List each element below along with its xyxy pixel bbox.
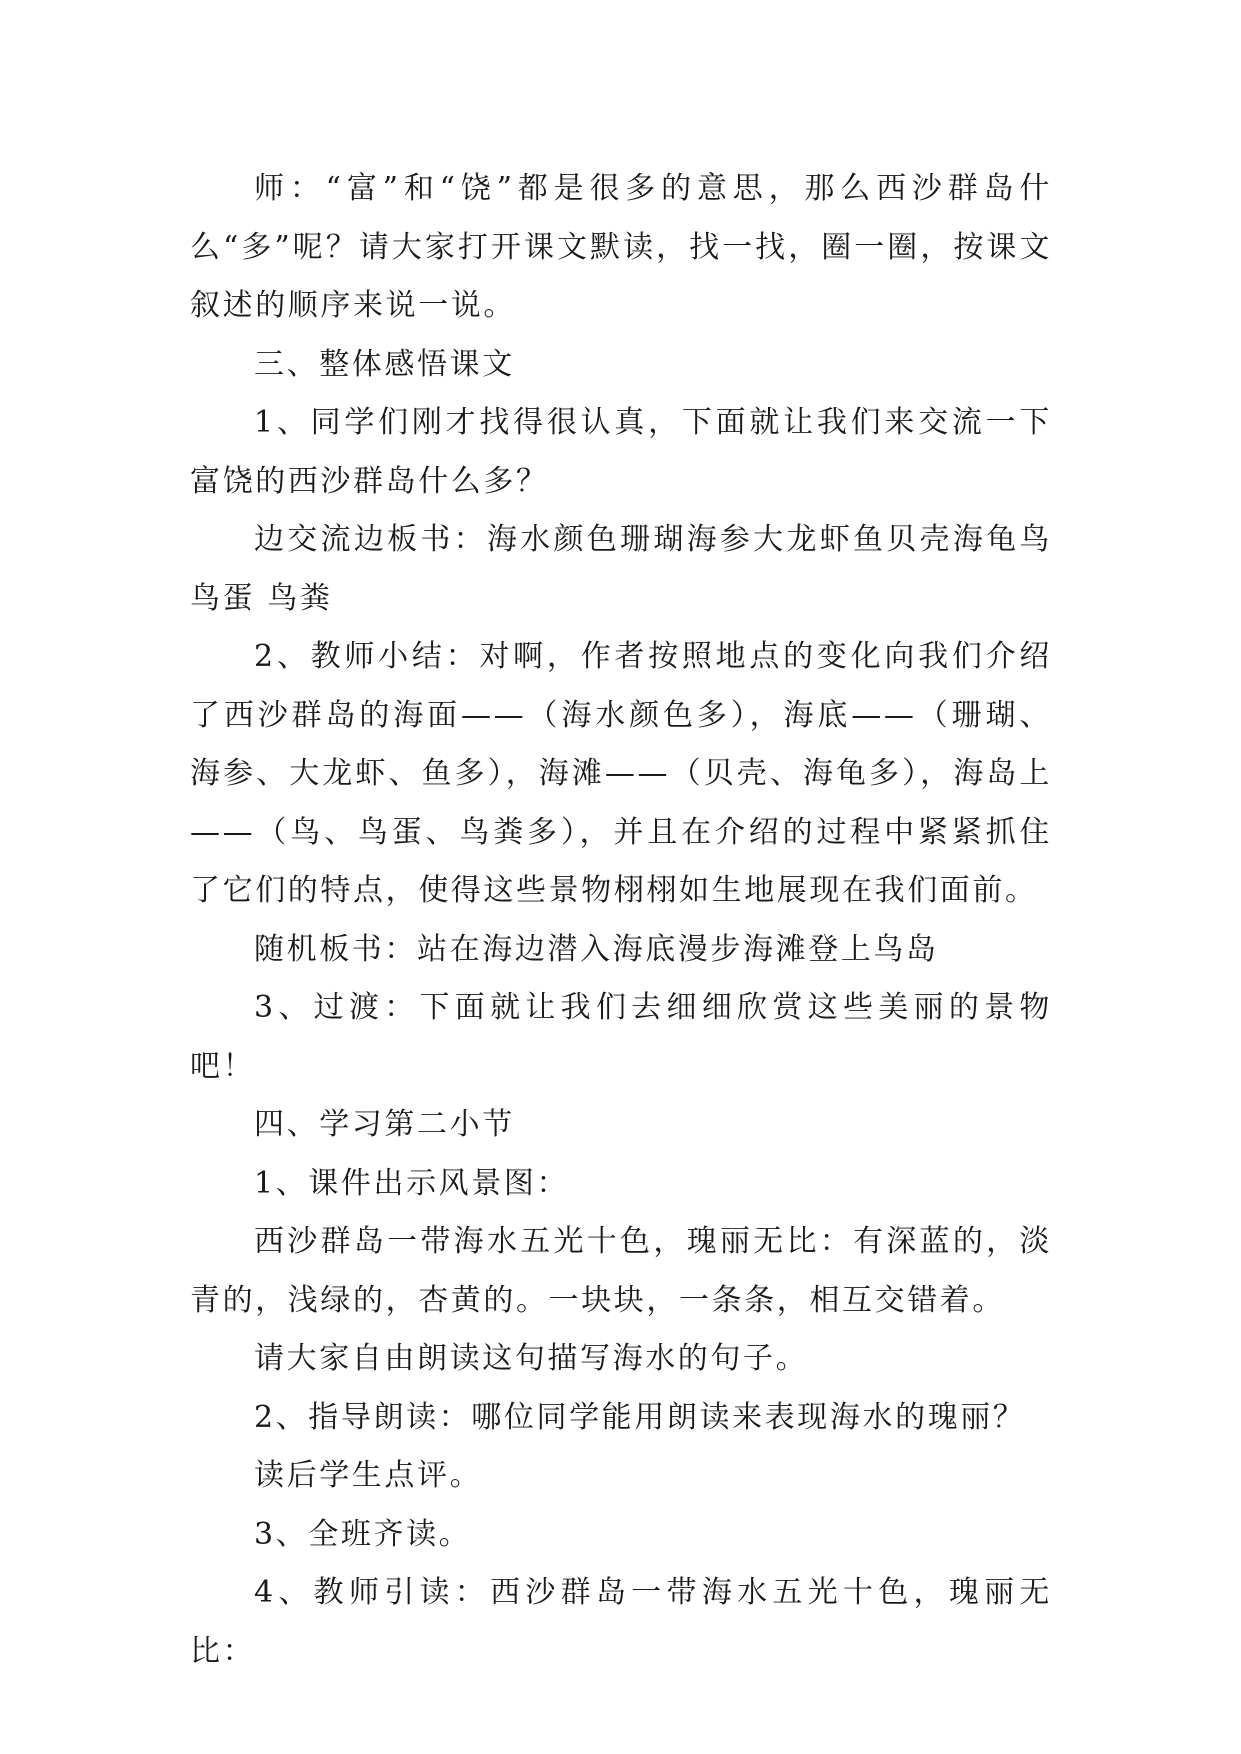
paragraph-teacher-led-reading: 4、教师引读：西沙群岛一带海水五光十色，瑰丽无比：	[190, 1575, 1052, 1669]
paragraph-step-1-exchange: 1、同学们刚才找得很认真，下面就让我们来交流一下富饶的西沙群岛什么多？	[190, 405, 1052, 499]
paragraph-free-reading: 请大家自由朗读这句描写海水的句子。	[254, 1341, 809, 1376]
document-body	[190, 160, 1052, 1681]
paragraph-class-reading: 3、全班齐读。	[254, 1516, 472, 1552]
paragraph-teacher-question: 师：“富”和“饶”都是很多的意思，那么西沙群岛什么“多”呢？请大家打开课文默读，找一找，圈一圈，按课文叙述的顺序来说一说。	[190, 171, 1052, 323]
paragraph-student-review: 读后学生点评。	[254, 1458, 483, 1493]
paragraph-guided-reading: 2、指导朗读：哪位同学能用朗读来表现海水的瑰丽？	[254, 1399, 1026, 1435]
paragraph-sea-description: 西沙群岛一带海水五光十色，瑰丽无比：有深蓝的，淡青的，浅绿的，杏黄的。一块块，一条条，相互交错着。	[190, 1224, 1052, 1318]
section-heading-overall-perception: 三、整体感悟课文	[254, 346, 515, 382]
section-heading-second-section: 四、学习第二小节	[254, 1107, 515, 1142]
paragraph-random-board-writing: 随机板书：站在海边潜入海底漫步海滩登上鸟岛	[254, 931, 939, 967]
paragraph-teacher-summary: 2、教师小结：对啊，作者按照地点的变化向我们介绍了西沙群岛的海面——（海水颜色多），海底——（珊瑚、海参、大龙虾、鱼多），海滩——（贝壳、海龟多），海岛上——（鸟、鸟蛋、鸟粪多），并且在介绍的过程中紧紧抓住了它们的特点，使得这些景物栩栩如生地展现在我们面前。	[190, 639, 1052, 908]
paragraph-courseware-scenery: 1、课件出示风景图：	[254, 1165, 570, 1201]
paragraph-transition: 3、过渡：下面就让我们去细细欣赏这些美丽的景物吧！	[190, 990, 1052, 1084]
paragraph-board-writing: 边交流边板书：海水颜色珊瑚海参大龙虾鱼贝壳海龟鸟鸟蛋 鸟粪	[190, 522, 1052, 616]
